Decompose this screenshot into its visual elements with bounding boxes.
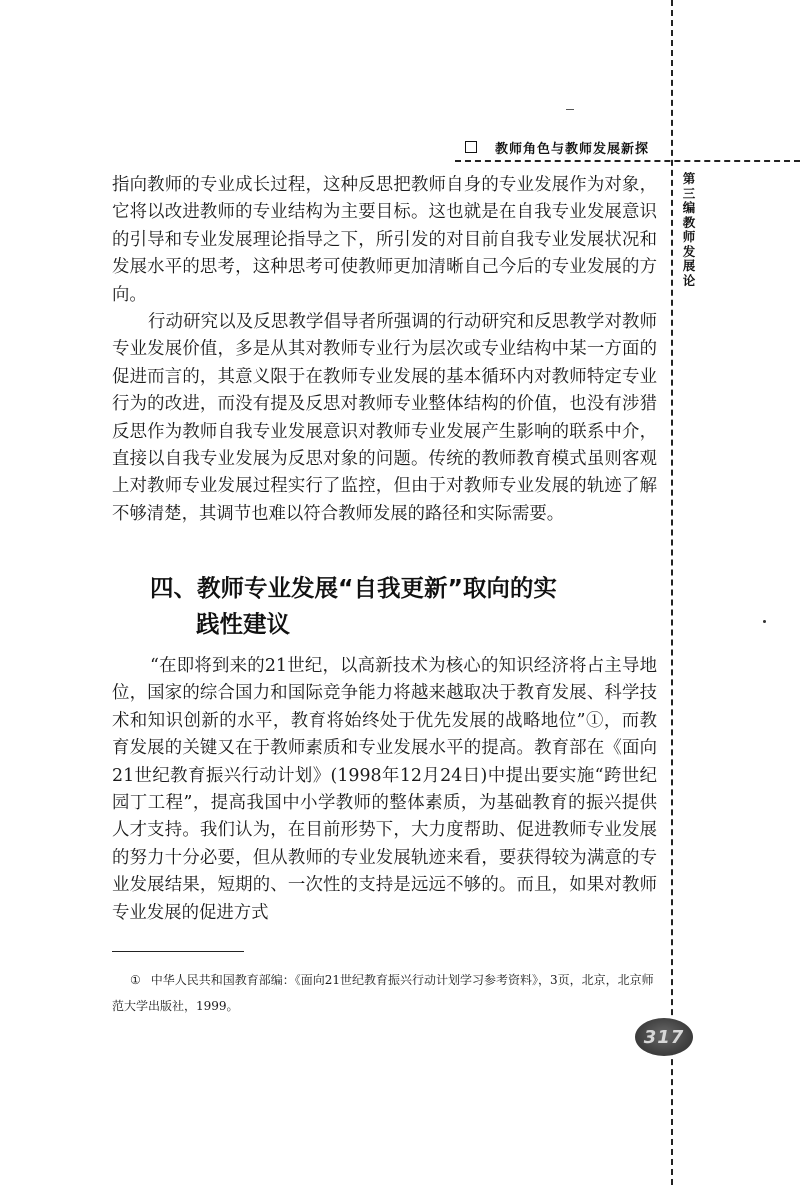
footnote-marker: ①	[130, 973, 141, 987]
side-tab-char: 论	[682, 272, 696, 288]
section-heading	[150, 570, 620, 642]
square-outline-icon	[465, 141, 477, 153]
body-paragraph-1: 指向教师的专业成长过程，这种反思把教师自身的专业发展作为对象，它将以改进教师的专业结构为主要目标。这也就是在自我专业发展意识的引导和专业发展理论指导之下，所引发的对目前自我专业发展状况和发展水平的思考，这种思考可使教师更加清晰自己今后的专业发展的方向。	[112, 175, 657, 305]
running-header	[465, 136, 649, 158]
footnote-text: 中华人民共和国教育部编：《面向21世纪教育振兴行动计划学习参考资料》，3页，北京，北京师范大学出版社，1999。	[112, 973, 654, 1013]
side-chapter-tab	[678, 172, 700, 288]
side-tab-char: 展	[682, 258, 696, 273]
body-paragraph-2: 行动研究以及反思教学倡导者所强调的行动研究和反思教学对教师专业发展价值，多是从其对教师专业行为层次或专业结构中某一方面的促进而言的，其意义限于在教师专业发展的基本循环内对教师特定专业行为的改进，而没有提及反思对教师专业整体结构的价值，也没有涉猎反思作为教师自我专业发展意识对教师专业发展产生影响的联系中介，直接以自我专业发展为反思对象的问题。传统的教师教育模式虽则客观上对教师专业发展过程实行了监控，但由于对教师专业发展的轨迹了解不够清楚，其调节也难以符合教师发展的路径和实际需要。	[112, 312, 657, 524]
side-tab-char: 编	[682, 200, 696, 215]
running-header-title: 教师角色与教师发展新探	[495, 141, 650, 157]
side-tab-char: 第	[682, 171, 696, 186]
top-margin-mark	[566, 109, 574, 110]
page-edge-dashed-line	[671, 0, 673, 1185]
page-number: 317	[643, 1026, 685, 1048]
side-tab-char: 三	[682, 185, 696, 201]
section-heading-line-1: 四、教师专业发展“自我更新”取向的实	[150, 574, 557, 602]
side-tab-char: 教	[682, 214, 696, 230]
section-heading-line-2: 践性建议	[196, 610, 290, 638]
scan-speck	[763, 620, 766, 623]
side-tab-char: 师	[682, 229, 696, 244]
footnote	[112, 967, 657, 1019]
body-paragraph-3: “在即将到来的21世纪，以高新技术为核心的知识经济将占主导地位，国家的综合国力和国际竞争能力将越来越取决于教育发展、科学技术和知识创新的水平，教育将始终处于优先发展的战略地位”①，而教育发展的关键又在于教师素质和专业发展水平的提高。教育部在《面向21世纪教育振兴行动计划》(1998年12月24日)中提出要实施“跨世纪园丁工程”，提高我国中小学教师的整体素质，为基础教育的振兴提供人才支持。我们认为，在目前形势下，大力度帮助、促进教师专业发展的努力十分必要，但从教师的专业发展轨迹来看，要获得较为满意的专业发展结果，短期的、一次性的支持是远远不够的。而且，如果对教师专业发展的促进方式	[112, 656, 657, 923]
page-number-badge	[635, 1018, 693, 1056]
footnote-rule	[112, 951, 244, 952]
side-tab-char: 发	[682, 243, 696, 259]
header-dashed-rule	[455, 160, 800, 162]
